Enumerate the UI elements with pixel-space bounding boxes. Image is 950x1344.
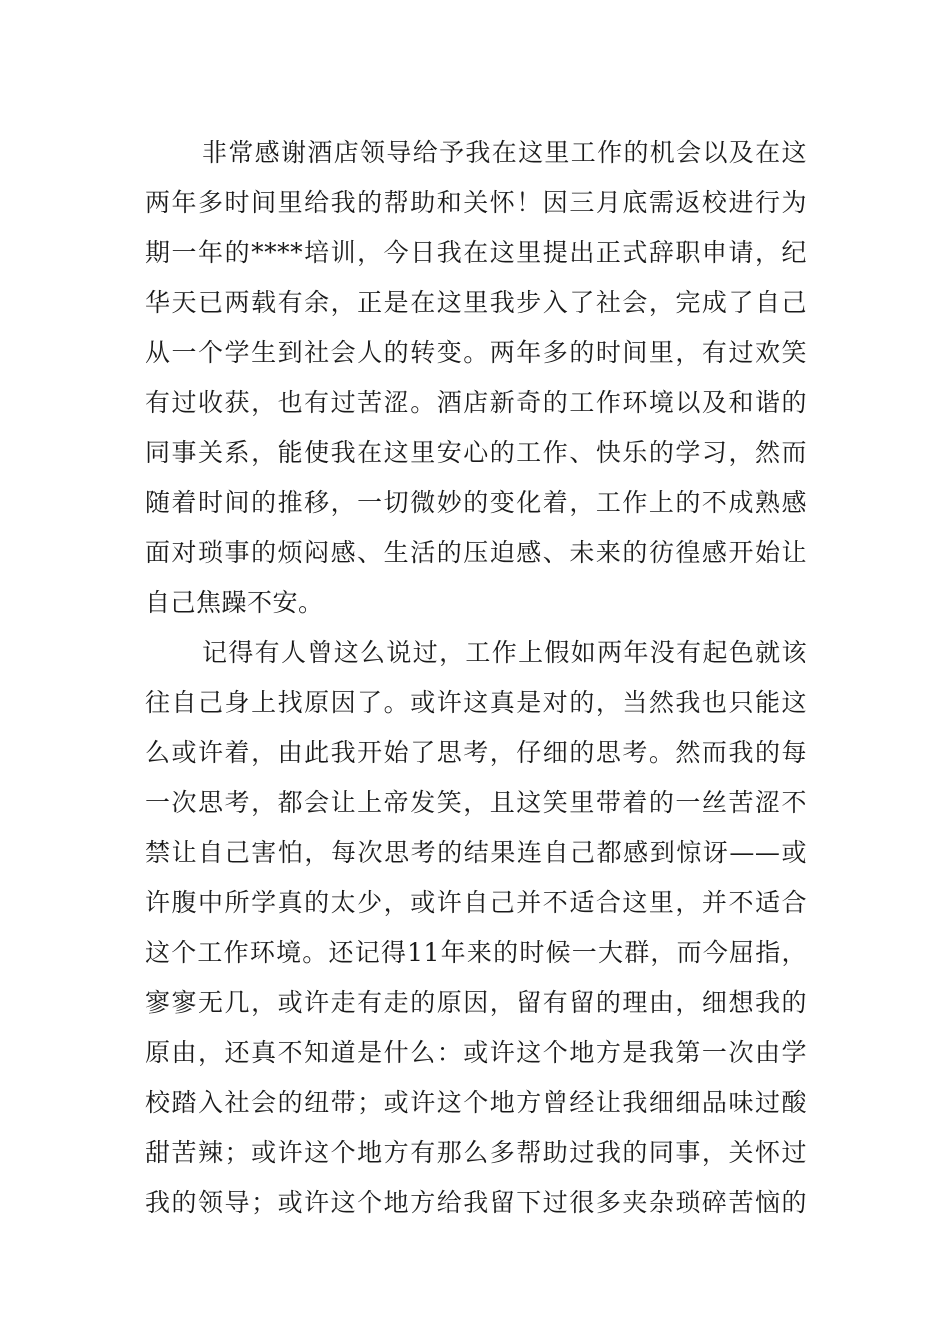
text-line: 同事关系，能使我在这里安心的工作、快乐的学习，然而 [145,438,807,467]
text-line: 校踏入社会的纽带；或许这个地方曾经让我细细品味过酸 [145,1088,807,1117]
text-line: 自己焦躁不安。 [145,588,324,617]
paragraph-2 [145,628,807,1228]
text-line: 寥寥无几，或许走有走的原因，留有留的理由，细想我的 [145,988,807,1017]
text-line: 面对琐事的烦闷感、生活的压迫感、未来的彷徨感开始让 [145,538,807,567]
text-line: 两年多时间里给我的帮助和关怀！因三月底需返校进行为 [145,188,807,217]
text-line: 有过收获，也有过苦涩。酒店新奇的工作环境以及和谐的 [145,388,807,417]
text-line: 期一年的****培训，今日我在这里提出正式辞职申请，纪 [145,238,807,267]
text-line: 随着时间的推移，一切微妙的变化着，工作上的不成熟感 [145,488,807,517]
text-line: 原由，还真不知道是什么：或许这个地方是我第一次由学 [145,1038,807,1067]
text-line: 往自己身上找原因了。或许这真是对的，当然我也只能这 [145,688,807,717]
text-line: 许腹中所学真的太少，或许自己并不适合这里，并不适合 [145,888,807,917]
text-line: 非常感谢酒店领导给予我在这里工作的机会以及在这 [202,138,807,167]
text-line: 记得有人曾这么说过，工作上假如两年没有起色就该 [202,638,807,667]
text-line: 么或许着，由此我开始了思考，仔细的思考。然而我的每 [145,738,807,767]
text-line: 我的领导；或许这个地方给我留下过很多夹杂琐碎苦恼的 [145,1188,807,1217]
text-line: 华天已两载有余，正是在这里我步入了社会，完成了自己 [145,288,807,317]
document-body [145,128,807,1228]
text-line: 一次思考，都会让上帝发笑，且这笑里带着的一丝苦涩不 [145,788,807,817]
text-line: 从一个学生到社会人的转变。两年多的时间里，有过欢笑 [145,338,807,367]
text-line: 甜苦辣；或许这个地方有那么多帮助过我的同事，关怀过 [145,1138,807,1167]
text-line: 这个工作环境。还记得11年来的时候一大群，而今屈指， [145,938,807,967]
paragraph-1 [145,128,807,628]
text-line: 禁让自己害怕，每次思考的结果连自己都感到惊讶——或 [145,838,807,867]
